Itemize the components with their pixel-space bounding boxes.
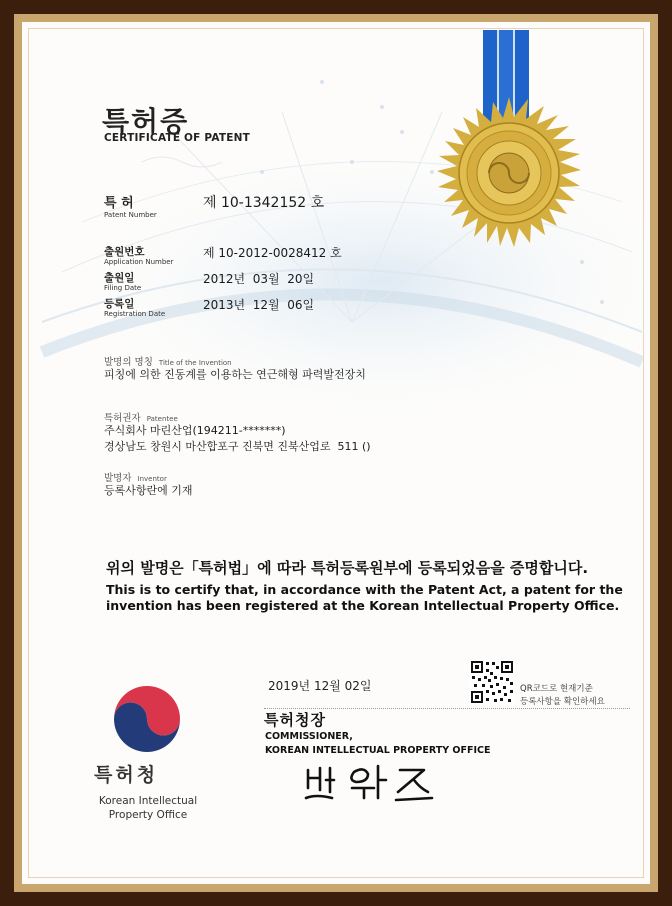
- patentee-address: 경상남도 창원시 마산합포구 진북면 진북산업로 511 (): [104, 440, 371, 453]
- inventor-value: 등록사항란에 기재: [104, 484, 193, 497]
- certificate-paper: [22, 22, 650, 884]
- qr-code-icon: [470, 660, 514, 704]
- invention-title-value: 피칭에 의한 진동계를 이용하는 연근해형 파력발전장치: [104, 368, 366, 381]
- application-number-value: 제 10-2012-0028412 호: [203, 246, 342, 260]
- invention-title-label: 발명의 명칭: [104, 357, 153, 368]
- commissioner-title-ko: 특허청장: [264, 711, 326, 729]
- application-number-label-en: Application Number: [104, 258, 174, 266]
- patent-number-value: 제 10-1342152 호: [203, 195, 325, 211]
- signature-icon: [302, 758, 442, 808]
- agency-name-en-line2: Property Office: [108, 809, 188, 821]
- gold-seal-icon: [432, 96, 586, 250]
- patentee-name: 주식회사 마린산업(194211-*******): [104, 424, 286, 437]
- filing-date-value: 2012년 03월 20일: [203, 272, 315, 286]
- agency-name-ko: 특허청: [94, 764, 159, 786]
- registration-date-value: 2013년 12월 06일: [203, 298, 315, 312]
- inventor-label-en: Inventor: [137, 475, 167, 483]
- invention-title-label-en: Title of the Invention: [158, 359, 232, 367]
- commissioner-title-en: [265, 730, 490, 758]
- qr-note: [520, 683, 605, 709]
- issue-date: 2019년 12월 02일: [268, 679, 372, 693]
- registration-date-label-en: Registration Date: [104, 310, 166, 318]
- qr-note-line1: QR코드로 현재기준: [520, 684, 593, 694]
- kipo-taegeuk-logo-icon: [110, 682, 184, 756]
- certification-statement-ko: 위의 발명은「특허법」에 따라 특허등록원부에 등록되었음을 증명합니다.: [106, 559, 589, 577]
- commissioner-en-line2: KOREAN INTELLECTUAL PROPERTY OFFICE: [265, 745, 491, 756]
- patentee-label: 특허권자: [104, 413, 141, 424]
- patentee-label-en: Patentee: [146, 415, 178, 423]
- filing-date-label: 출원일: [104, 272, 135, 284]
- qr-note-line2: 등록사항을 확인하세요: [520, 697, 605, 707]
- certification-statement-en: This is to certify that, in accordance with the Patent Act, a patent for the invention has been registered at the Korean Intellectual Property Office.: [106, 582, 623, 613]
- filing-date-label-en: Filing Date: [104, 284, 142, 292]
- commissioner-en-line1: COMMISSIONER,: [265, 731, 353, 742]
- application-number-label: 출원번호: [104, 246, 145, 258]
- agency-name-en: [78, 794, 218, 822]
- patent-number-label-en: Patent Number: [104, 211, 157, 219]
- inventor-label: 발명자: [104, 473, 132, 484]
- registration-date-label: 등록일: [104, 298, 135, 310]
- agency-name-en-line1: Korean Intellectual: [98, 795, 198, 807]
- certificate-title-en: CERTIFICATE OF PATENT: [104, 132, 250, 144]
- patent-number-label: 특 허: [104, 196, 134, 211]
- certificate-title-ko: 특허증: [102, 105, 190, 138]
